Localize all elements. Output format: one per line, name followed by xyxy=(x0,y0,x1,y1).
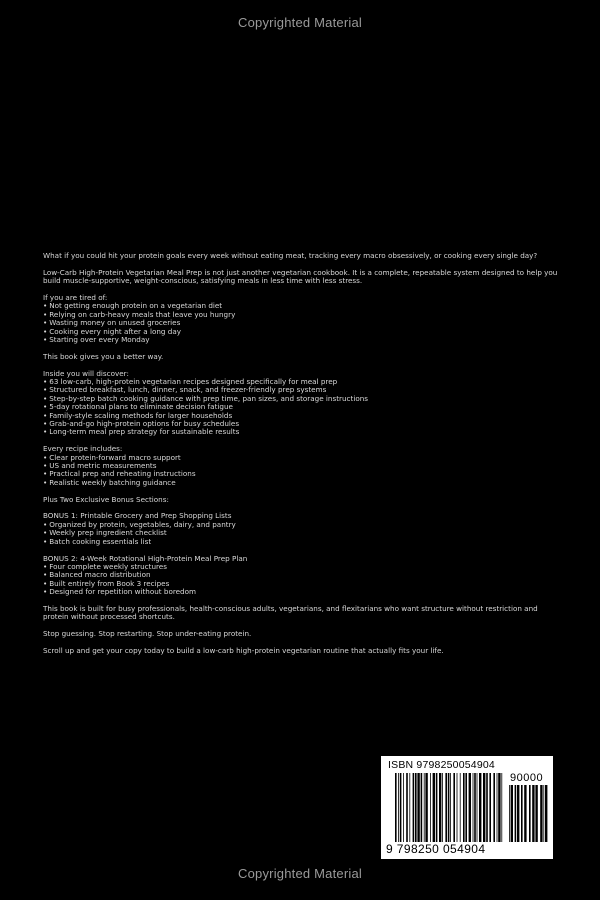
intro-question: What if you could hit your protein goals every week without eating meat, tracking every macro obsessively, or cooking every single day? xyxy=(43,251,538,260)
barcode-bar xyxy=(483,773,485,842)
list-item-text: Balanced macro distribution xyxy=(49,570,151,580)
list-item-text: Clear protein-forward macro support xyxy=(49,452,181,462)
discover-list xyxy=(43,378,563,437)
barcode-bar xyxy=(489,773,491,842)
bullet-glyph: • xyxy=(43,461,48,471)
barcode-bar xyxy=(453,773,455,842)
bullet-glyph: • xyxy=(43,561,48,571)
bullet-glyph: • xyxy=(43,452,48,462)
back-cover-description xyxy=(43,252,563,664)
list-item-text: Batch cooking essentials list xyxy=(49,536,152,546)
bullet-glyph: • xyxy=(43,402,48,412)
barcode-bar xyxy=(400,773,402,842)
bullet-glyph: • xyxy=(43,393,48,403)
list-item xyxy=(43,538,563,546)
isbn-barcode xyxy=(381,756,553,859)
stop-text: Stop guessing. Stop restarting. Stop under-eating protein. xyxy=(43,629,252,639)
bullet-glyph: • xyxy=(43,335,48,345)
barcode-bar xyxy=(424,773,425,842)
barcode-bar xyxy=(448,773,450,842)
bullet-glyph: • xyxy=(43,528,48,538)
book-description: Low-Carb High-Protein Vegetarian Meal Prep is not just another vegetarian cookbook. It is a complete, repeatable system designed to help you build muscle-supportive, weight-conscious, satisfying meals in less time with less stress. xyxy=(43,267,558,286)
barcode-bar xyxy=(515,785,517,842)
tired-of-list xyxy=(43,302,563,344)
barcode-bar xyxy=(433,773,435,842)
barcode-bar xyxy=(511,785,513,842)
bullet-glyph: • xyxy=(43,326,48,336)
bonus-heading: Plus Two Exclusive Bonus Sections: xyxy=(43,494,169,504)
barcode-bar xyxy=(473,773,474,842)
barcode-bar xyxy=(529,785,531,842)
bonus1-list xyxy=(43,521,563,546)
barcode-bar xyxy=(406,773,408,842)
list-item xyxy=(43,428,563,436)
bullet-glyph: • xyxy=(43,536,48,546)
barcode-bar xyxy=(463,773,465,842)
better-way-text: This book gives you a better way. xyxy=(43,351,164,361)
recipe-includes-list xyxy=(43,454,563,488)
list-item-text: Relying on carb-heavy meals that leave you hungry xyxy=(49,309,236,319)
barcode-bar xyxy=(524,785,526,842)
bonus2-list xyxy=(43,563,563,597)
barcode-bar xyxy=(509,785,510,842)
bullet-glyph: • xyxy=(43,309,48,319)
bonus2-heading: BONUS 2: 4-Week Rotational High-Protein Meal Prep Plan xyxy=(43,553,248,563)
list-item-text: Structured breakfast, lunch, dinner, snack, and freezer-friendly prep systems xyxy=(49,385,327,395)
bullet-glyph: • xyxy=(43,410,48,420)
bullet-glyph: • xyxy=(43,385,48,395)
barcode-bar xyxy=(413,773,415,842)
bullet-glyph: • xyxy=(43,301,48,311)
barcode-bar xyxy=(395,773,397,842)
barcode-bar xyxy=(425,773,427,842)
list-item xyxy=(43,588,563,596)
list-item-text: Realistic weekly batching guidance xyxy=(49,477,176,487)
bullet-glyph: • xyxy=(43,469,48,479)
barcode-bar xyxy=(430,773,431,842)
list-item-text: Weekly prep ingredient checklist xyxy=(49,528,167,538)
barcode-bar xyxy=(445,773,447,842)
bullet-glyph: • xyxy=(43,427,48,437)
list-item-text: Practical prep and reheating instructions xyxy=(49,469,196,479)
discover-heading: Inside you will discover: xyxy=(43,368,129,378)
bullet-glyph: • xyxy=(43,419,48,429)
list-item-text: Step-by-step batch cooking guidance with prep time, pan sizes, and storage instructions xyxy=(49,393,369,403)
barcode-bar xyxy=(493,773,495,842)
list-item-text: US and metric measurements xyxy=(49,461,157,471)
barcode-bar xyxy=(450,773,451,842)
bullet-glyph: • xyxy=(43,377,48,387)
list-item-text: Organized by protein, vegetables, dairy, and pantry xyxy=(49,519,236,529)
barcode-bar xyxy=(421,773,423,842)
list-item-text: Family-style scaling methods for larger households xyxy=(49,410,233,420)
barcode-bar xyxy=(477,773,478,842)
barcode-bar xyxy=(497,773,498,842)
list-item xyxy=(43,479,563,487)
isbn-label: ISBN 9798250054904 xyxy=(388,759,495,771)
barcode-bar xyxy=(469,773,471,842)
bullet-glyph: • xyxy=(43,477,48,487)
barcode-bar xyxy=(460,773,461,842)
barcode-bar xyxy=(543,785,544,842)
list-item-text: Cooking every night after a long day xyxy=(49,326,181,336)
barcode-bar xyxy=(409,773,410,842)
audience-text: This book is built for busy professionals, health-conscious adults, vegetarians, and flexitarians who want structure without restriction and protein without processed shortcuts. xyxy=(43,603,538,622)
list-item-text: Not getting enough protein on a vegetarian diet xyxy=(49,301,223,311)
barcode-bar xyxy=(442,773,443,842)
list-item-text: 5-day rotational plans to eliminate decision fatigue xyxy=(49,402,233,412)
barcode-bar xyxy=(457,773,458,842)
copyright-watermark-bottom: Copyrighted Material xyxy=(238,866,362,881)
list-item-text: Built entirely from Book 3 recipes xyxy=(49,578,170,588)
barcode-bar xyxy=(501,773,502,842)
list-item-text: Four complete weekly structures xyxy=(49,561,167,571)
barcode-bar xyxy=(415,773,417,842)
barcode-bar xyxy=(465,773,467,842)
bullet-glyph: • xyxy=(43,570,48,580)
call-to-action: Scroll up and get your copy today to build a low-carb high-protein vegetarian routine that actually fits your life. xyxy=(43,645,444,655)
barcode-number: 9 798250 054904 xyxy=(386,842,486,856)
list-item-text: Long-term meal prep strategy for sustainable results xyxy=(49,427,240,437)
copyright-watermark-top: Copyrighted Material xyxy=(238,15,362,30)
list-item-text: Wasting money on unused groceries xyxy=(49,318,181,328)
barcode-bar xyxy=(532,785,534,842)
bullet-glyph: • xyxy=(43,318,48,328)
barcode-bar xyxy=(486,773,488,842)
barcode-bar xyxy=(545,785,547,842)
barcode-bar xyxy=(474,773,476,842)
barcode-bar xyxy=(417,773,419,842)
bonus1-heading: BONUS 1: Printable Grocery and Prep Shopping Lists xyxy=(43,511,232,521)
barcode-bar xyxy=(479,773,481,842)
price-code: 90000 xyxy=(510,772,544,784)
recipe-includes-heading: Every recipe includes: xyxy=(43,444,123,454)
list-item-text: Grab-and-go high-protein options for busy schedules xyxy=(49,419,240,429)
barcode-bar xyxy=(540,785,542,842)
barcode-bar xyxy=(398,773,399,842)
bullet-glyph: • xyxy=(43,578,48,588)
barcode-bar xyxy=(521,785,523,842)
tired-of-heading: If you are tired of: xyxy=(43,293,108,302)
barcode-bar xyxy=(517,785,519,842)
bullet-glyph: • xyxy=(43,519,48,529)
barcode-bar xyxy=(498,773,500,842)
barcode-bar xyxy=(439,773,441,842)
list-item xyxy=(43,336,563,344)
barcode-bar xyxy=(403,773,404,842)
list-item-text: Starting over every Monday xyxy=(49,335,150,345)
list-item-text: 63 low-carb, high-protein vegetarian recipes designed specifically for meal prep xyxy=(49,377,338,387)
barcode-bar xyxy=(535,785,537,842)
barcode-bar xyxy=(436,773,438,842)
list-item-text: Designed for repetition without boredom xyxy=(49,587,197,597)
bullet-glyph: • xyxy=(43,587,48,597)
